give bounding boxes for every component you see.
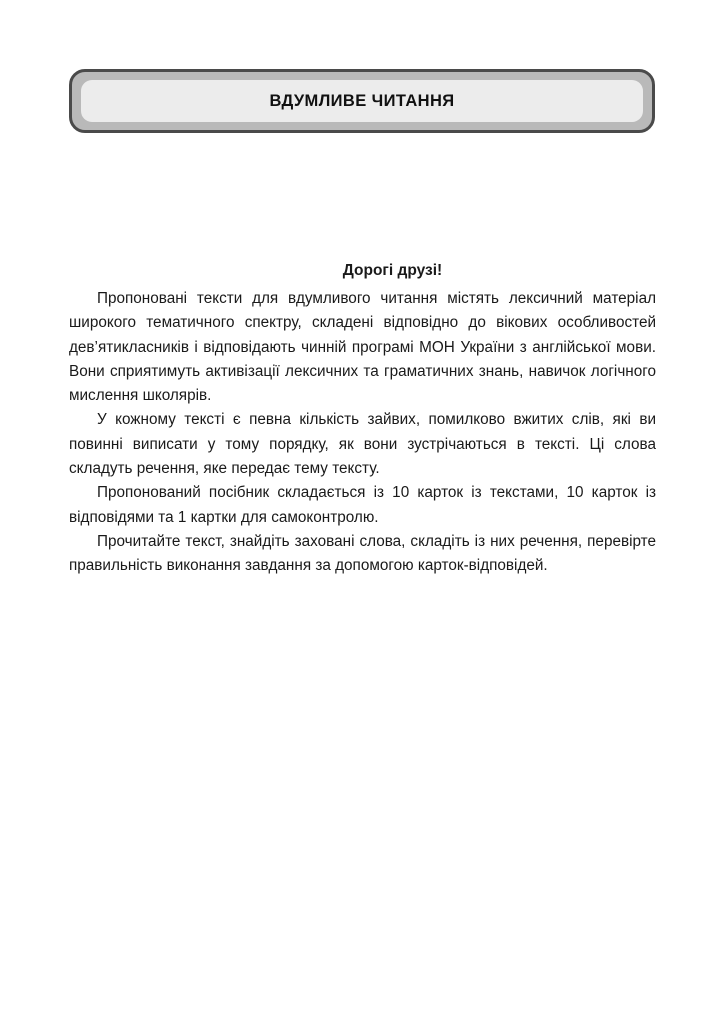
intro-text bbox=[69, 261, 656, 579]
section-title: ВДУМЛИВЕ ЧИТАННЯ bbox=[269, 91, 455, 110]
section-header-panel bbox=[81, 80, 643, 122]
section-header-frame bbox=[69, 69, 655, 133]
greeting-heading: Дорогі друзі! bbox=[342, 262, 443, 279]
paragraph-1: Пропоновані тексти для вдумливого читання містять лексичний матеріал широкого тематичного спектру, складені відповідно до вікових особливостей дев’ятикласників і відповідають чинній програмі МОН України з англійської мови. Вони сприятимуть активізації лексичних та граматичних знань, навичок логічного мислення школярів. bbox=[69, 290, 656, 405]
paragraph-4: Прочитайте текст, знайдіть заховані слова, складіть із них речення, перевірте правильність виконання завдання за допомогою карток-відповідей. bbox=[69, 532, 656, 575]
paragraph-3: Пропонований посібник складається із 10 карток із текстами, 10 карток із відповідями та 1 картки для самоконтролю. bbox=[69, 484, 656, 526]
paragraph-2: У кожному тексті є певна кількість зайвих, помилково вжитих слів, які ви повинні виписати у тому порядку, як вони зустрічаються в тексті. Ці слова складуть речення, яке передає тему тексту. bbox=[69, 411, 656, 478]
